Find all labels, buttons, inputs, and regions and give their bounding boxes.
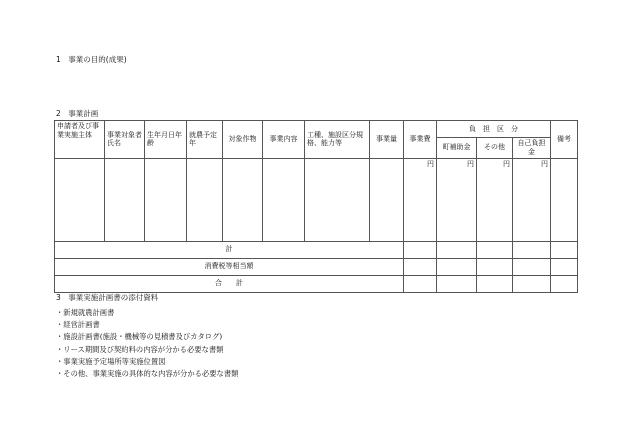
header-self-burden: 自己負担金	[513, 138, 551, 159]
tax-town	[437, 258, 477, 275]
cell-work-type	[305, 158, 370, 241]
subtotal-cost	[404, 241, 437, 258]
cell-content	[263, 158, 305, 241]
total-self	[513, 275, 551, 292]
total-label: 合 計	[55, 275, 404, 292]
cell-target-name	[105, 158, 145, 241]
header-target-name: 事業対象者氏名	[105, 121, 145, 159]
section-1-title: 1 事業の目的(成果)	[56, 55, 127, 64]
subtotal-self	[513, 241, 551, 258]
total-row	[55, 275, 578, 292]
header-town-subsidy: 町補助金	[437, 138, 477, 159]
header-other: その他	[477, 138, 513, 159]
cell-self-burden-yen: 円	[513, 158, 551, 241]
list-item: ・新規就農計画書	[56, 308, 115, 317]
table-row	[55, 158, 578, 241]
cell-birth-age	[145, 158, 187, 241]
total-town	[437, 275, 477, 292]
project-plan-table	[54, 120, 578, 293]
subtotal-row	[55, 241, 578, 258]
header-work-type: 工種、施設区分規格、能力等	[305, 121, 370, 159]
total-remarks	[551, 275, 578, 292]
tax-label: 消費税等相当額	[55, 258, 404, 275]
total-other	[477, 275, 513, 292]
header-content: 事業内容	[263, 121, 305, 159]
header-remarks: 備考	[551, 121, 578, 159]
header-applicant: 申請者及び事業実施主体	[55, 121, 105, 159]
header-farm-plan: 就農予定年	[187, 121, 223, 159]
header-quantity: 事業量	[370, 121, 404, 159]
cell-remarks	[551, 158, 578, 241]
section-3-title: 3 事業実施計画書の添付資料	[56, 293, 159, 302]
cell-town-subsidy-yen: 円	[437, 158, 477, 241]
header-cost: 事業費	[404, 121, 437, 159]
subtotal-label: 計	[55, 241, 404, 258]
header-birth-age: 生年月日年齢	[145, 121, 187, 159]
cell-crop	[223, 158, 263, 241]
cell-other-yen: 円	[477, 158, 513, 241]
cell-farm-plan	[187, 158, 223, 241]
header-burden: 負 担 区 分	[437, 121, 551, 138]
tax-row	[55, 258, 578, 275]
list-item: ・その他、事業実施の具体的な内容が分かる必要な書類	[56, 369, 239, 379]
total-cost	[404, 275, 437, 292]
cell-cost-yen: 円	[404, 158, 437, 241]
tax-other	[477, 258, 513, 275]
cell-quantity	[370, 158, 404, 241]
list-item: ・リース期間及び契約料の内容が分かる必要な書類	[56, 344, 224, 354]
list-item: ・施設計画書(施設・機械等の見積書及びカタログ)	[56, 332, 223, 342]
tax-remarks	[551, 258, 578, 275]
header-crop: 対象作物	[223, 121, 263, 159]
tax-self	[513, 258, 551, 275]
table-header-row	[55, 121, 578, 138]
subtotal-town	[437, 241, 477, 258]
subtotal-other	[477, 241, 513, 258]
subtotal-remarks	[551, 241, 578, 258]
attachment-list	[56, 307, 238, 380]
cell-applicant	[55, 158, 105, 241]
list-item: ・事業実施予定場所等実施位置図	[56, 356, 166, 366]
tax-cost	[404, 258, 437, 275]
list-item: ・経営計画書	[56, 320, 100, 330]
section-2-title: 2 事業計画	[56, 109, 99, 118]
